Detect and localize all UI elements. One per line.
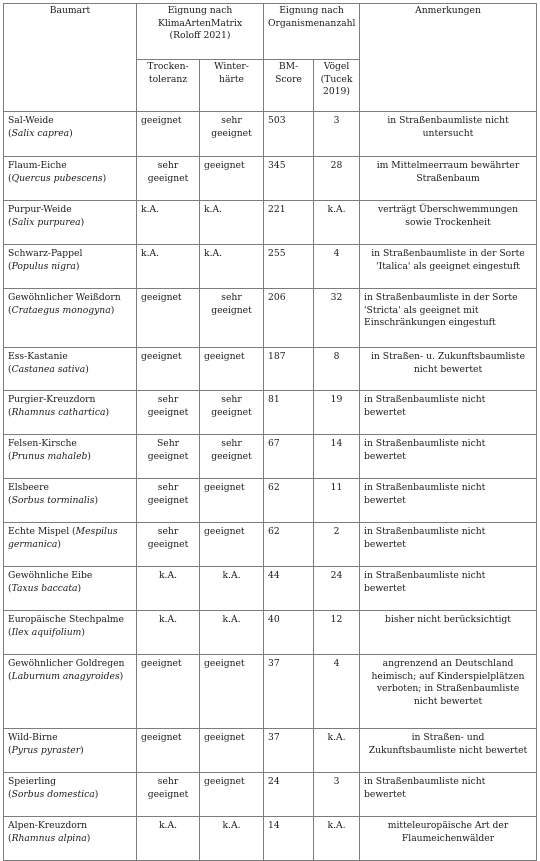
winter-value: geeignet: [204, 732, 245, 743]
species-name: Elsbeere: [8, 482, 49, 493]
header-birds: [314, 60, 360, 112]
note-line-1: in Straßen- u. Zukunftsbaumliste: [370, 351, 526, 362]
table-row: [4, 729, 537, 773]
notes-cell: [360, 479, 537, 523]
bm-score-cell: [264, 201, 314, 245]
bm-score-value: 503: [268, 115, 286, 126]
species-latin: Rhamnus cathartica: [11, 406, 106, 418]
winter-value: geeignet: [204, 351, 245, 362]
bm-score-value: 14: [268, 820, 280, 831]
bm-score-cell: [264, 611, 314, 655]
drought-value: k.A.: [158, 820, 178, 831]
notes-cell: [360, 201, 537, 245]
note-line-2: Straßenbaum: [416, 172, 480, 184]
winter-value-2: geeignet: [211, 450, 252, 462]
bm-score-cell: [264, 391, 314, 435]
drought-value-2: geeignet: [147, 494, 189, 506]
bm-score-cell: [264, 348, 314, 391]
drought-value: geeignet: [141, 351, 182, 362]
winter-value-2: geeignet: [211, 406, 252, 418]
winter-value: k.A.: [204, 248, 223, 259]
header-org-line-1: Eignung nach: [279, 5, 344, 16]
species-latin: Pyrus pyraster: [11, 744, 81, 756]
drought-value-2: geeignet: [147, 788, 189, 800]
header-bm-line-1: BM-: [278, 61, 299, 72]
table-row: [4, 567, 537, 611]
drought-cell: [137, 655, 200, 729]
species-latin-2: germanica: [8, 538, 58, 550]
birds-value: 3: [333, 776, 340, 787]
birds-value: 24: [330, 570, 343, 581]
winter-cell: [200, 773, 264, 817]
species-latin: Laburnum anagyroides: [11, 670, 120, 682]
note-line-4: nicht bewertet: [413, 696, 483, 708]
species-latin: Crataegus monogyna: [11, 304, 111, 316]
species-name: Sal-Weide: [8, 115, 54, 126]
species-cell: Purgier-Kreuzdorn (Rhamnus cathartica): [4, 391, 137, 435]
species-cell: Europäische Stechpalme (Ilex aquifolium): [4, 611, 137, 655]
birds-value: k.A.: [327, 204, 346, 215]
species-latin: Taxus baccata: [11, 582, 78, 594]
header-klima-line-1: Eignung nach: [167, 5, 233, 16]
birds-cell: [314, 655, 360, 729]
species-cell: Echte Mispel (Mespilus germanica): [4, 523, 137, 567]
note-line-1: bisher nicht berücksichtigt: [385, 614, 511, 625]
species-latin: Rhamnus alpina: [11, 832, 87, 844]
header-species-label: Baumart: [49, 5, 91, 16]
species-cell: Gewöhnlicher Goldregen (Laburnum anagyroides): [4, 655, 137, 729]
table-row: [4, 655, 537, 729]
header-org-group: [264, 4, 360, 60]
winter-cell: [200, 157, 264, 201]
drought-value-2: geeignet: [147, 538, 189, 550]
header-birds-line-2: (Tucek: [320, 73, 353, 85]
birds-cell: [314, 611, 360, 655]
birds-cell: [314, 391, 360, 435]
birds-cell: [314, 201, 360, 245]
winter-value-1: sehr: [221, 292, 242, 303]
table-row: [4, 435, 537, 479]
species-cell: Purpur-Weide (Salix purpurea): [4, 201, 137, 245]
header-row-top: [4, 4, 537, 60]
note-line-2: bewertet: [364, 788, 406, 800]
species-name: Purpur-Weide: [8, 204, 72, 215]
table-row: [4, 611, 537, 655]
table-row: [4, 817, 537, 861]
winter-value-2: geeignet: [211, 127, 252, 139]
species-latin-1: Mespilus: [75, 526, 118, 537]
birds-cell: [314, 348, 360, 391]
winter-value: geeignet: [204, 160, 245, 171]
note-line-1: angrenzend an Deutschland: [382, 658, 514, 669]
species-name: Felsen-Kirsche: [8, 438, 77, 449]
species-name: Flaum-Eiche: [8, 160, 67, 171]
drought-cell: [137, 523, 200, 567]
table-row: [4, 201, 537, 245]
species-name: Speierling: [8, 776, 57, 787]
drought-cell: [137, 157, 200, 201]
winter-cell: [200, 435, 264, 479]
drought-cell: [137, 611, 200, 655]
note-line-2: bewertet: [364, 406, 406, 418]
winter-cell: [200, 112, 264, 157]
birds-cell: [314, 435, 360, 479]
species-name: Wild-Birne: [8, 732, 58, 743]
birds-value: k.A.: [327, 732, 346, 743]
bm-score-cell: [264, 655, 314, 729]
birds-value: 28: [330, 160, 343, 171]
species-name: Europäische Stechpalme: [8, 614, 124, 625]
note-line-2: bewertet: [364, 582, 406, 594]
birds-cell: [314, 729, 360, 773]
note-line-1: im Mittelmeerraum bewährter: [376, 160, 520, 171]
species-latin: Ilex aquifolium: [11, 626, 82, 638]
notes-cell: [360, 567, 537, 611]
species-name: Echte Mispel: [8, 526, 70, 537]
drought-cell: [137, 201, 200, 245]
winter-value: geeignet: [204, 658, 245, 669]
note-line-3: Einschränkungen eingestuft: [364, 317, 496, 329]
notes-cell: [360, 611, 537, 655]
note-line-1: in Straßenbaumliste nicht: [387, 115, 509, 126]
table-row: [4, 289, 537, 348]
bm-score-cell: [264, 435, 314, 479]
winter-value: geeignet: [204, 776, 245, 787]
species-latin: Salix caprea: [11, 127, 70, 139]
bm-score-value: 81: [268, 394, 280, 405]
drought-cell: [137, 245, 200, 289]
winter-value: k.A.: [222, 614, 241, 625]
header-birds-line-1: Vögel: [323, 61, 350, 72]
note-line-2: 'Italica' als geeignet eingestuft: [376, 260, 520, 272]
notes-cell: [360, 817, 537, 861]
drought-value-2: geeignet: [147, 450, 189, 462]
note-line-2: bewertet: [364, 538, 406, 550]
birds-value: 3: [333, 115, 340, 126]
notes-cell: [360, 289, 537, 348]
drought-value: k.A.: [141, 204, 160, 215]
species-cell: Elsbeere (Sorbus torminalis): [4, 479, 137, 523]
header-birds-line-3: 2019): [323, 86, 350, 98]
species-cell: Felsen-Kirsche (Prunus mahaleb): [4, 435, 137, 479]
species-cell: Gewöhnlicher Weißdorn (Crataegus monogyna): [4, 289, 137, 348]
species-cell: Flaum-Eiche (Quercus pubescens): [4, 157, 137, 201]
bm-score-value: 62: [268, 526, 280, 537]
species-name: Ess-Kastanie: [8, 351, 68, 362]
species-cell: Wild-Birne (Pyrus pyraster): [4, 729, 137, 773]
bm-score-value: 187: [268, 351, 286, 362]
table-row: [4, 523, 537, 567]
header-bm-line-2: Score: [275, 73, 302, 85]
bm-score-value: 24: [268, 776, 280, 787]
species-cell: Sal-Weide (Salix caprea): [4, 112, 137, 157]
note-line-1: in Straßen- und: [411, 732, 485, 743]
birds-cell: [314, 157, 360, 201]
birds-value: 19: [330, 394, 343, 405]
note-line-2: heimisch; auf Kinderspielplätzen: [371, 670, 525, 682]
species-latin: Sorbus torminalis: [11, 494, 95, 506]
drought-cell: [137, 348, 200, 391]
drought-value: geeignet: [141, 658, 182, 669]
drought-value: k.A.: [158, 614, 178, 625]
note-line-1: in Straßenbaumliste in der Sorte: [371, 248, 525, 259]
drought-cell: [137, 435, 200, 479]
note-line-3: verboten; in Straßenbaumliste: [376, 683, 520, 695]
drought-value-1: sehr: [157, 482, 179, 493]
species-cell: Schwarz-Pappel (Populus nigra): [4, 245, 137, 289]
note-line-2: Flaumeichenwälder: [401, 832, 495, 844]
notes-cell: [360, 391, 537, 435]
birds-cell: [314, 773, 360, 817]
species-latin: Prunus mahaleb: [11, 450, 88, 462]
winter-cell: [200, 567, 264, 611]
notes-cell: [360, 157, 537, 201]
winter-cell: [200, 655, 264, 729]
winter-cell: [200, 523, 264, 567]
note-line-1: in Straßenbaumliste nicht: [364, 482, 486, 493]
notes-cell: [360, 435, 537, 479]
birds-value: 14: [330, 438, 343, 449]
winter-value: geeignet: [204, 526, 245, 537]
drought-cell: [137, 479, 200, 523]
bm-score-value: 345: [268, 160, 286, 171]
notes-cell: [360, 729, 537, 773]
header-klima-line-3: (Roloff 2021): [169, 30, 231, 42]
drought-value-1: Sehr: [156, 438, 180, 449]
note-line-2: untersucht: [422, 127, 474, 139]
winter-value-1: sehr: [221, 438, 242, 449]
note-line-2: bewertet: [364, 494, 406, 506]
note-line-2: 'Stricta' als geeignet mit: [364, 304, 479, 316]
bm-score-cell: [264, 157, 314, 201]
birds-value: 32: [330, 292, 343, 303]
drought-value: geeignet: [141, 292, 182, 303]
species-cell: Gewöhnliche Eibe (Taxus baccata): [4, 567, 137, 611]
birds-value: k.A.: [327, 820, 346, 831]
drought-cell: [137, 567, 200, 611]
note-line-2: nicht bewertet: [413, 363, 483, 375]
species-name: Alpen-Kreuzdorn: [8, 820, 88, 831]
winter-value: k.A.: [204, 204, 223, 215]
winter-cell: [200, 611, 264, 655]
table-row: [4, 348, 537, 391]
birds-cell: [314, 245, 360, 289]
note-line-1: verträgt Überschwemmungen: [377, 204, 519, 215]
notes-cell: [360, 112, 537, 157]
birds-cell: [314, 289, 360, 348]
bm-score-value: 206: [268, 292, 286, 303]
winter-value-2: geeignet: [211, 304, 252, 316]
drought-value-1: sehr: [157, 776, 179, 787]
drought-cell: [137, 817, 200, 861]
bm-score-cell: [264, 567, 314, 611]
winter-cell: [200, 817, 264, 861]
notes-cell: [360, 655, 537, 729]
header-klima-line-2: KlimaArtenMatrix: [157, 17, 243, 29]
birds-cell: [314, 112, 360, 157]
species-latin: Castanea sativa: [11, 363, 86, 375]
birds-cell: [314, 567, 360, 611]
bm-score-cell: [264, 245, 314, 289]
notes-cell: [360, 773, 537, 817]
birds-cell: [314, 817, 360, 861]
header-winter-line-2: härte: [219, 73, 244, 85]
header-notes-label: Anmerkungen: [415, 5, 481, 16]
drought-value-2: geeignet: [147, 172, 189, 184]
species-cell: Ess-Kastanie (Castanea sativa): [4, 348, 137, 391]
winter-cell: [200, 729, 264, 773]
winter-cell: [200, 289, 264, 348]
header-drought: [137, 60, 200, 112]
bm-score-value: 40: [268, 614, 280, 625]
drought-value: k.A.: [158, 570, 178, 581]
species-name: Schwarz-Pappel: [8, 248, 83, 259]
winter-value: k.A.: [222, 570, 241, 581]
table-row: [4, 391, 537, 435]
header-winter: [200, 60, 264, 112]
bm-score-cell: [264, 112, 314, 157]
drought-cell: [137, 729, 200, 773]
species-name: Gewöhnliche Eibe: [8, 570, 93, 581]
header-org-line-2: Organismenanzahl: [268, 17, 356, 29]
bm-score-cell: [264, 773, 314, 817]
bm-score-value: 37: [268, 732, 280, 743]
note-line-1: mitteleuropäische Art der: [387, 820, 509, 831]
note-line-1: in Straßenbaumliste nicht: [364, 438, 486, 449]
drought-value-1: sehr: [157, 526, 179, 537]
species-cell: Alpen-Kreuzdorn (Rhamnus alpina): [4, 817, 137, 861]
table-row: [4, 245, 537, 289]
note-line-2: sowie Trockenheit: [405, 216, 491, 228]
species-name: Gewöhnlicher Weißdorn: [8, 292, 121, 303]
bm-score-cell: [264, 817, 314, 861]
birds-value: 4: [333, 248, 340, 259]
note-line-2: Zukunftsbaumliste nicht bewertet: [368, 744, 528, 756]
species-latin: Sorbus domestica: [11, 788, 95, 800]
drought-value-1: sehr: [157, 160, 179, 171]
birds-cell: [314, 523, 360, 567]
header-klima-group: [137, 4, 264, 60]
drought-cell: [137, 112, 200, 157]
bm-score-value: 62: [268, 482, 280, 493]
drought-value: geeignet: [141, 115, 182, 126]
notes-cell: [360, 523, 537, 567]
tree-suitability-table: [3, 3, 537, 861]
winter-cell: [200, 245, 264, 289]
bm-score-value: 255: [268, 248, 286, 259]
bm-score-value: 44: [268, 570, 280, 581]
note-line-1: in Straßenbaumliste nicht: [364, 570, 486, 581]
note-line-1: in Straßenbaumliste in der Sorte: [364, 292, 518, 303]
winter-value: k.A.: [222, 820, 241, 831]
birds-value: 2: [333, 526, 340, 537]
table-row: [4, 112, 537, 157]
drought-value-2: geeignet: [147, 406, 189, 418]
header-notes: [360, 4, 537, 112]
note-line-1: in Straßenbaumliste nicht: [364, 394, 486, 405]
species-name: Purgier-Kreuzdorn: [8, 394, 96, 405]
bm-score-cell: [264, 479, 314, 523]
table-row: [4, 773, 537, 817]
bm-score-value: 37: [268, 658, 280, 669]
drought-value-1: sehr: [157, 394, 179, 405]
bm-score-value: 67: [268, 438, 280, 449]
drought-cell: [137, 773, 200, 817]
drought-cell: [137, 391, 200, 435]
winter-value-1: sehr: [221, 115, 242, 126]
header-bm-score: [264, 60, 314, 112]
notes-cell: [360, 348, 537, 391]
winter-cell: [200, 391, 264, 435]
winter-value-1: sehr: [221, 394, 242, 405]
species-latin: Salix purpurea: [11, 216, 81, 228]
winter-cell: [200, 479, 264, 523]
note-line-1: in Straßenbaumliste nicht: [364, 776, 486, 787]
table-row: [4, 157, 537, 201]
winter-cell: [200, 201, 264, 245]
header-drought-line-2: toleranz: [148, 73, 188, 85]
species-latin: Quercus pubescens: [11, 172, 103, 184]
winter-value: geeignet: [204, 482, 245, 493]
header-drought-line-1: Trocken-: [147, 61, 189, 72]
birds-value: 11: [330, 482, 343, 493]
birds-value: 12: [330, 614, 343, 625]
notes-cell: [360, 245, 537, 289]
species-latin: Populus nigra: [11, 260, 76, 272]
species-name: Gewöhnlicher Goldregen: [8, 658, 125, 669]
birds-value: 8: [333, 351, 340, 362]
bm-score-cell: [264, 523, 314, 567]
winter-cell: [200, 348, 264, 391]
bm-score-value: 221: [268, 204, 286, 215]
header-species: [4, 4, 137, 112]
species-cell: Speierling (Sorbus domestica): [4, 773, 137, 817]
birds-cell: [314, 479, 360, 523]
bm-score-cell: [264, 289, 314, 348]
bm-score-cell: [264, 729, 314, 773]
table-row: [4, 479, 537, 523]
note-line-1: in Straßenbaumliste nicht: [364, 526, 486, 537]
header-winter-line-1: Winter-: [214, 61, 249, 72]
note-line-2: bewertet: [364, 450, 406, 462]
birds-value: 4: [333, 658, 340, 669]
drought-value: geeignet: [141, 732, 182, 743]
drought-value: k.A.: [141, 248, 160, 259]
drought-cell: [137, 289, 200, 348]
